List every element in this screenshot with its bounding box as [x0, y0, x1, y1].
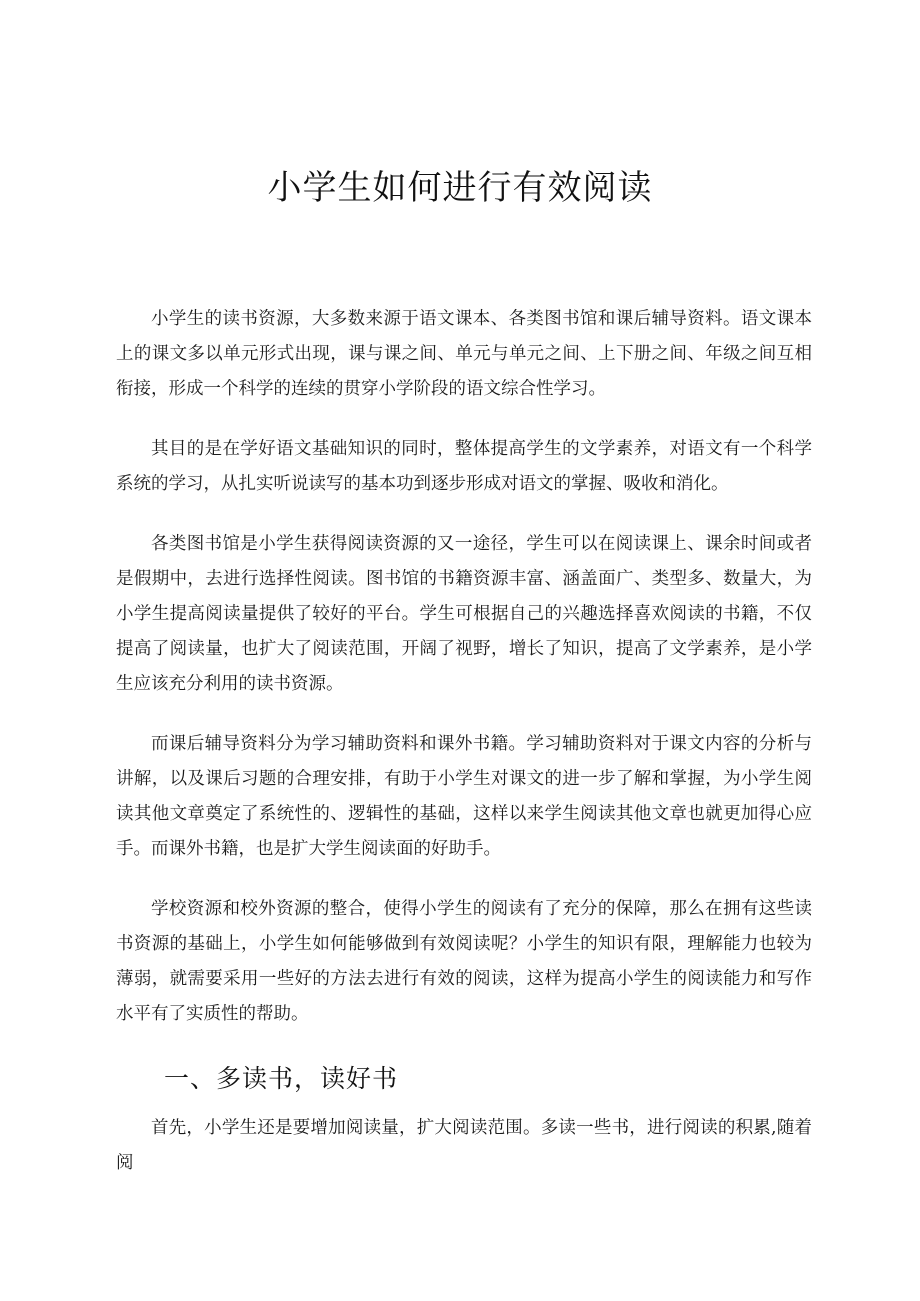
section-heading: 一、多读书，读好书: [164, 1064, 399, 1093]
section-paragraph: 首先，小学生还是要增加阅读量，扩大阅读范围。多读一些书，进行阅读的积累,随着阅: [116, 1118, 812, 1173]
document-title: 小学生如何进行有效阅读: [267, 168, 653, 208]
document-body: [116, 302, 812, 1181]
paragraph: 而课后辅导资料分为学习辅助资料和课外书籍。学习辅助资料对于课文内容的分析与讲解，以及课后习题的合理安排，有助于小学生对课文的进一步了解和掌握，为小学生阅读其他文章奠定了系统性的、逻辑性的基础，这样以来学生阅读其他文章也就更加得心应手。而课外书籍，也是扩大学生阅读面的好助手。: [116, 734, 812, 859]
paragraph: 其目的是在学好语文基础知识的同时，整体提高学生的文学素养，对语文有一个科学系统的学习，从扎实听说读写的基本功到逐步形成对语文的掌握、吸收和消化。: [116, 439, 812, 494]
paragraph: 小学生的读书资源，大多数来源于语文课本、各类图书馆和课后辅导资料。语文课本上的课文多以单元形式出现，课与课之间、单元与单元之间、上下册之间、年级之间互相衔接，形成一个科学的连续的贯穿小学阶段的语文综合性学习。: [116, 309, 812, 399]
paragraph: 各类图书馆是小学生获得阅读资源的又一途径，学生可以在阅读课上、课余时间或者是假期中，去进行选择性阅读。图书馆的书籍资源丰富、涵盖面广、类型多、数量大，为小学生提高阅读量提供了较好的平台。学生可根据自己的兴趣选择喜欢阅读的书籍，不仅提高了阅读量，也扩大了阅读范围，开阔了视野，增长了知识，提高了文学素养，是小学生应该充分利用的读书资源。: [116, 534, 812, 694]
paragraph: 学校资源和校外资源的整合，使得小学生的阅读有了充分的保障，那么在拥有这些读书资源的基础上，小学生如何能够做到有效阅读呢？小学生的知识有限，理解能力也较为薄弱，就需要采用一些好的方法去进行有效的阅读，这样为提高小学生的阅读能力和写作水平有了实质性的帮助。: [116, 899, 812, 1024]
